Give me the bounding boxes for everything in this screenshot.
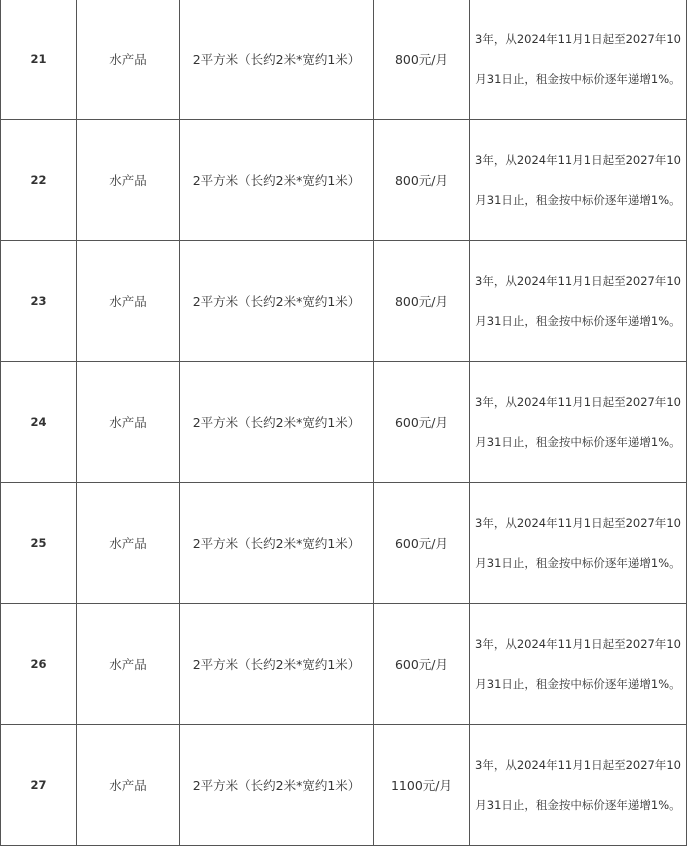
monthly-rent: 600元/月	[374, 362, 470, 483]
table-row	[1, 483, 687, 604]
monthly-rent: 600元/月	[374, 483, 470, 604]
table-row	[1, 604, 687, 725]
lease-term: 3年，从2024年11月1日起至2027年10月31日止，租金按中标价逐年递增1%。	[470, 604, 687, 725]
table-row	[1, 241, 687, 362]
table-body	[1, 0, 687, 846]
stall-area: 2平方米（长约2米*宽约1米）	[180, 362, 374, 483]
monthly-rent: 800元/月	[374, 0, 470, 120]
lease-term: 3年，从2024年11月1日起至2027年10月31日止，租金按中标价逐年递增1%。	[470, 0, 687, 120]
monthly-rent: 1100元/月	[374, 725, 470, 846]
monthly-rent: 600元/月	[374, 604, 470, 725]
product-category: 水产品	[77, 483, 180, 604]
stall-area: 2平方米（长约2米*宽约1米）	[180, 725, 374, 846]
table-row	[1, 725, 687, 846]
table-row	[1, 120, 687, 241]
stall-area: 2平方米（长约2米*宽约1米）	[180, 120, 374, 241]
product-category: 水产品	[77, 725, 180, 846]
stall-number: 27	[1, 725, 77, 846]
stall-number: 21	[1, 0, 77, 120]
table-row	[1, 0, 687, 120]
product-category: 水产品	[77, 0, 180, 120]
monthly-rent: 800元/月	[374, 120, 470, 241]
table-row	[1, 362, 687, 483]
product-category: 水产品	[77, 362, 180, 483]
lease-term: 3年，从2024年11月1日起至2027年10月31日止，租金按中标价逐年递增1%。	[470, 120, 687, 241]
stall-number: 25	[1, 483, 77, 604]
stall-area: 2平方米（长约2米*宽约1米）	[180, 604, 374, 725]
stall-number: 22	[1, 120, 77, 241]
lease-term: 3年，从2024年11月1日起至2027年10月31日止，租金按中标价逐年递增1%。	[470, 725, 687, 846]
stall-number: 23	[1, 241, 77, 362]
stall-number: 26	[1, 604, 77, 725]
product-category: 水产品	[77, 241, 180, 362]
monthly-rent: 800元/月	[374, 241, 470, 362]
stall-area: 2平方米（长约2米*宽约1米）	[180, 483, 374, 604]
lease-term: 3年，从2024年11月1日起至2027年10月31日止，租金按中标价逐年递增1%。	[470, 362, 687, 483]
stall-area: 2平方米（长约2米*宽约1米）	[180, 241, 374, 362]
stall-area: 2平方米（长约2米*宽约1米）	[180, 0, 374, 120]
product-category: 水产品	[77, 604, 180, 725]
lease-term: 3年，从2024年11月1日起至2027年10月31日止，租金按中标价逐年递增1%。	[470, 483, 687, 604]
lease-term: 3年，从2024年11月1日起至2027年10月31日止，租金按中标价逐年递增1%。	[470, 241, 687, 362]
product-category: 水产品	[77, 120, 180, 241]
stall-number: 24	[1, 362, 77, 483]
